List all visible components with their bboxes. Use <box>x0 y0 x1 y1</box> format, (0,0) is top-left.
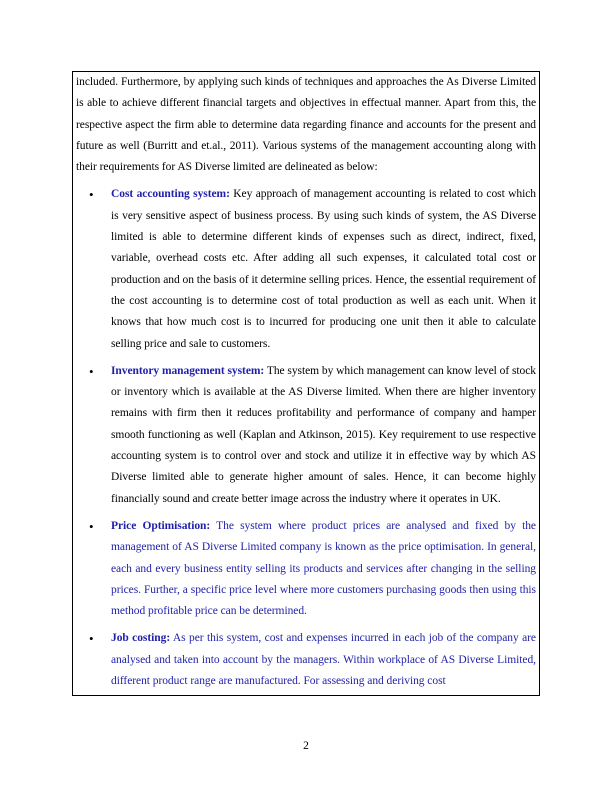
bullet-icon: • <box>89 631 94 647</box>
content-frame <box>72 71 540 696</box>
list-item-text: Key approach of management accounting is related to cost which is very sensitive aspect of business process. By using such kinds of system, the AS Diverse limited is able to determine different kinds of expenses such as direct, indirect, fixed, variable, overhead costs etc. After adding all such expenses, it calculated total cost or production and on the basis of it determine selling prices. Hence, the essential requirement of the cost accounting is to determine cost of total production as well as each unit. When it knows that how much cost is to incurred for producing one unit then it able to calculate selling price and sale to customers. <box>111 188 536 350</box>
page-number: 2 <box>303 740 309 752</box>
list-item-title: Cost accounting system: <box>111 188 230 201</box>
bullet-icon: • <box>89 363 94 379</box>
list-item-title: Price Optimisation: <box>111 519 211 532</box>
list-item-inventory-management <box>76 361 536 510</box>
list-item-job-costing <box>76 628 536 692</box>
bullet-icon: • <box>89 518 94 534</box>
bullet-icon: • <box>89 187 94 203</box>
list-item-text: The system by which management can know level of stock or inventory which is available at the AS Diverse limited. When there are higher inventory remains with firm then it reduces profitability and performance of company and hamper smooth functioning as well (Kaplan and Atkinson, 2015). Key requirement to use respective accounting system is to control over and stock and utilize it in effective way by which AS Diverse limited able to generate higher amount of sales. Hence, it can become highly financially sound and create better image across the industry where it operates in UK. <box>111 364 536 505</box>
system-list <box>76 184 536 692</box>
list-item-title: Inventory management system: <box>111 364 265 377</box>
list-item-title: Job costing: <box>111 632 171 645</box>
list-item-price-optimisation <box>76 516 536 622</box>
list-item-text: The system where product prices are analysed and fixed by the management of AS Diverse Limited company is known as the price optimisation. In general, each and every business entity selling its products and services after changing in the selling prices. Further, a specific price level where more customers purchasing goods then using this method profitable price can be determined. <box>111 519 536 618</box>
list-item-cost-accounting <box>76 184 536 354</box>
list-item-text: As per this system, cost and expenses incurred in each job of the company are analysed and taken into account by the managers. Within workplace of AS Diverse Limited, different product range are manufactured. For assessing and deriving cost <box>111 632 536 688</box>
intro-paragraph: included. Furthermore, by applying such kinds of techniques and approaches the As Diverse Limited is able to achieve different financial targets and objectives in effectual manner. Apart from this, the respective aspect the firm able to determine data regarding finance and accounts for the present and future as well (Burritt and et.al., 2011). Various systems of the management accounting along with their requirements for AS Diverse limited are delineated as below: <box>76 76 536 174</box>
